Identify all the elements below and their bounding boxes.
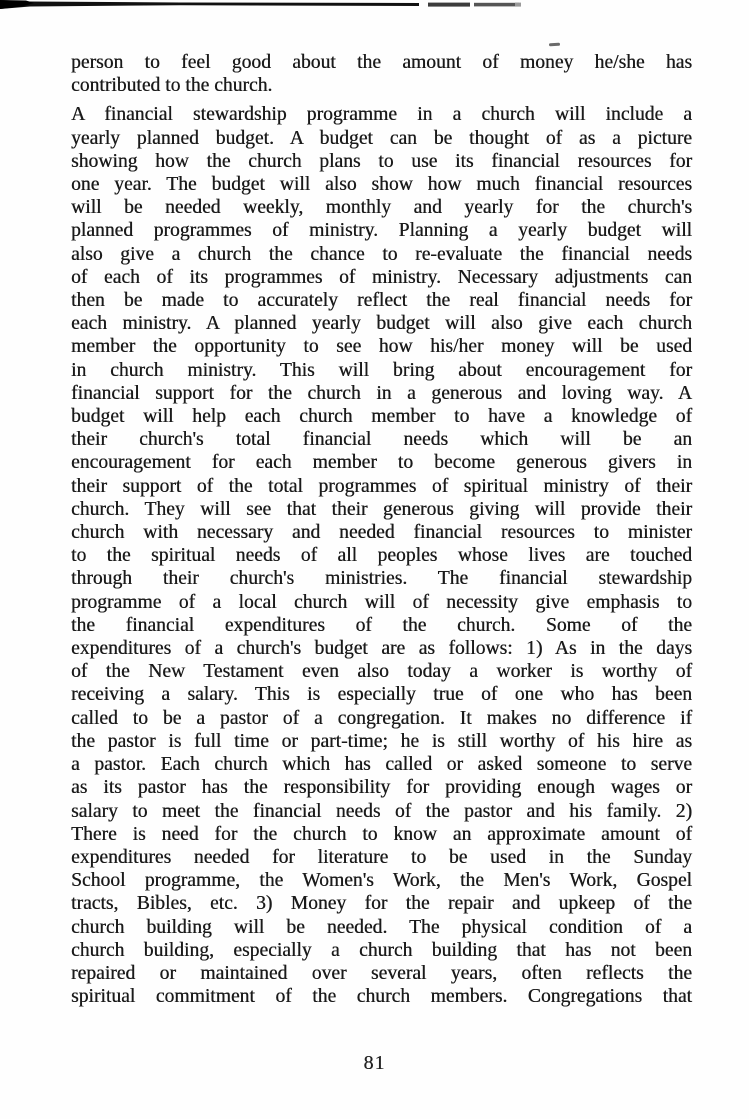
text-line: receiving a salary. This is especially true of one who has been — [71, 684, 692, 706]
text-line: called to be a pastor of a congregation. It makes no difference if — [71, 707, 692, 729]
text-line: expenditures of a church's budget are as follows: 1) As in the days — [71, 638, 692, 660]
text-line: School programme, the Women's Work, the Men's Work, Gospel — [71, 870, 692, 892]
text-line: contributed to the church. — [71, 75, 273, 97]
text-line: repaired or maintained over several years, often reflects the — [71, 962, 692, 984]
text-line: church. They will see that their generous giving will provide their — [71, 498, 692, 520]
text-line: yearly planned budget. A budget can be thought of as a picture — [71, 127, 692, 149]
page-number: 81 — [363, 1052, 386, 1074]
text-line: programme of a local church will of necessity give emphasis to — [71, 591, 692, 613]
text-line: There is need for the church to know an approximate amount of — [71, 823, 692, 845]
text-line: financial support for the church in a generous and loving way. A — [71, 382, 692, 404]
text-line: then be made to accurately reflect the real financial needs for — [71, 290, 692, 312]
page-text — [71, 51, 692, 1008]
text-line: the financial expenditures of the church. Some of the — [71, 614, 692, 636]
text-line: church building, especially a church building that has not been — [71, 939, 692, 961]
text-line: through their church's ministries. The financial stewardship — [71, 568, 692, 590]
text-line: planned programmes of ministry. Planning a yearly budget will — [71, 220, 692, 242]
text-line: expenditures needed for literature to be used in the Sunday — [71, 846, 692, 868]
text-line: showing how the church plans to use its financial resources for — [71, 150, 692, 172]
text-line: the pastor is full time or part-time; he is still worthy of his hire as — [71, 730, 692, 752]
text-line: member the opportunity to see how his/her money will be used — [71, 336, 692, 358]
text-line: a pastor. Each church which has called or asked someone to serve — [71, 754, 692, 776]
text-line: budget will help each church member to have a knowledge of — [71, 406, 692, 428]
text-line: A financial stewardship programme in a church will include a — [71, 104, 692, 126]
text-line: salary to meet the financial needs of the pastor and his family. 2) — [71, 800, 692, 822]
text-line: in church ministry. This will bring about encouragement for — [71, 359, 692, 381]
text-line: their support of the total programmes of spiritual ministry of their — [71, 475, 692, 497]
text-line: person to feel good about the amount of money he/she has — [71, 52, 692, 73]
text-line: each ministry. A planned yearly budget will also give each church — [71, 313, 692, 335]
scan-speck — [549, 43, 560, 47]
text-line: tracts, Bibles, etc. 3) Money for the repair and upkeep of the — [71, 893, 692, 915]
paragraph — [71, 103, 692, 1008]
text-line: church building will be needed. The physical condition of a — [71, 916, 692, 938]
text-line: one year. The budget will also show how much financial resources — [71, 174, 692, 196]
text-line: of each of its programmes of ministry. Necessary adjustments can — [71, 266, 692, 288]
text-line: spiritual commitment of the church members. Congregations that — [71, 986, 692, 1008]
text-line: their church's total financial needs which will be an — [71, 429, 692, 451]
scan-artifact-top-line — [0, 0, 749, 22]
paragraph — [71, 51, 692, 97]
text-line: encouragement for each member to become generous givers in — [71, 452, 692, 474]
text-line: also give a church the chance to re-evaluate the financial needs — [71, 243, 692, 265]
text-line: will be needed weekly, monthly and yearly for the church's — [71, 197, 692, 219]
text-line: of the New Testament even also today a worker is worthy of — [71, 661, 692, 683]
text-line: as its pastor has the responsibility for providing enough wages or — [71, 777, 692, 799]
text-line: church with necessary and needed financial resources to minister — [71, 522, 692, 544]
text-line: to the spiritual needs of all peoples whose lives are touched — [71, 545, 692, 567]
